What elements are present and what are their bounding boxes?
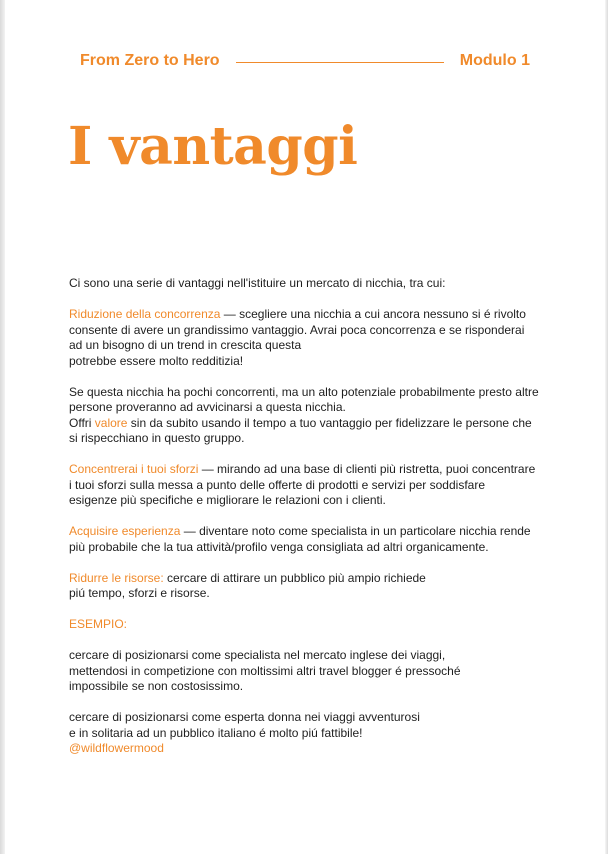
- benefit-resources-label: Ridurre le risorse:: [69, 570, 164, 585]
- header-divider: [236, 62, 444, 63]
- benefit-experience-paragraph: [69, 524, 559, 555]
- benefit-focus-line: i tuoi sforzi sulla messa a punto delle offerte di prodotti e servizi per soddisfare: [69, 477, 485, 492]
- benefit-experience-line: più probabile che la tua attività/profilo venga consigliata ad altri organicamente.: [69, 539, 489, 554]
- example-bad-line: cercare di posizionarsi come specialista nel mercato inglese dei viaggi,: [69, 648, 446, 662]
- module-label: Modulo 1: [459, 52, 530, 69]
- value-highlight: valore: [94, 415, 128, 430]
- course-title: From Zero to Hero: [80, 52, 220, 69]
- intro-text: Ci sono una serie di vantaggi nell'istituire un mercato di nicchia, tra cui:: [69, 276, 446, 290]
- benefit-competition-text: — scegliere una nicchia a cui ancora nessuno si é rivolto: [220, 307, 526, 321]
- author-handle: @wildflowermood: [69, 741, 164, 755]
- benefit-resources-paragraph: [69, 571, 559, 602]
- benefit-competition-line: ad un bisogno di un trend in crescita questa: [69, 338, 302, 352]
- benefit-focus-paragraph: [69, 462, 559, 509]
- example-heading: ESEMPIO:: [69, 617, 128, 631]
- benefit-value-prefix: Offri: [69, 415, 95, 430]
- example-heading-paragraph: [69, 617, 559, 633]
- benefit-competition-line: potrebbe essere molto redditizia!: [69, 353, 244, 368]
- example-bad-paragraph: [69, 648, 559, 695]
- benefit-value-line: si rispecchiano in questo gruppo.: [69, 431, 245, 445]
- benefit-competition-line: consente di avere un grandissimo vantaggio. Avrai poca concorrenza e se risponderai: [69, 322, 525, 337]
- benefit-focus-label: Concentrerai i tuoi sforzi: [69, 462, 199, 476]
- benefit-experience-label: Acquisire esperienza: [69, 524, 181, 538]
- example-bad-line: mettendosi in competizione con moltissimi altri travel blogger é pressoché: [69, 663, 461, 678]
- benefit-resources-text: cercare di attirare un pubblico più ampio richiede: [163, 570, 426, 585]
- intro-paragraph: [69, 276, 559, 292]
- page-title: I vantaggi: [68, 116, 358, 177]
- benefit-resources-line: piú tempo, sforzi e risorse.: [69, 586, 210, 600]
- example-bad-line: impossibile se non costosissimo.: [69, 679, 244, 693]
- benefit-competition-paragraph: [69, 307, 559, 369]
- example-good-line: e in solitaria ad un pubblico italiano é molto piú fattibile!: [69, 725, 363, 740]
- benefit-value-line: persone proveranno ad avvicinarsi a questa nicchia.: [69, 400, 346, 414]
- document-body: [69, 276, 559, 772]
- benefit-experience-text: — diventare noto come specialista in un particolare nicchia rende: [180, 524, 531, 538]
- benefit-value-suffix: sin da subito usando il tempo a tuo vantaggio per fidelizzare le persone che: [127, 415, 532, 430]
- page-left-edge: [0, 0, 5, 854]
- page-header: [80, 50, 530, 72]
- example-good-paragraph: [69, 710, 559, 757]
- benefit-value-paragraph: [69, 385, 559, 447]
- benefit-focus-line: esigenze più specifiche e migliorare le relazioni con i clienti.: [69, 493, 386, 507]
- example-good-line: cercare di posizionarsi come esperta donna nei viaggi avventurosi: [69, 710, 420, 724]
- benefit-value-line: Se questa nicchia ha pochi concorrenti, ma un alto potenziale probabilmente presto altre: [69, 384, 539, 399]
- benefit-competition-label: Riduzione della concorrenza: [69, 307, 221, 321]
- benefit-focus-text: — mirando ad una base di clienti più ristretta, puoi concentrare: [198, 462, 536, 476]
